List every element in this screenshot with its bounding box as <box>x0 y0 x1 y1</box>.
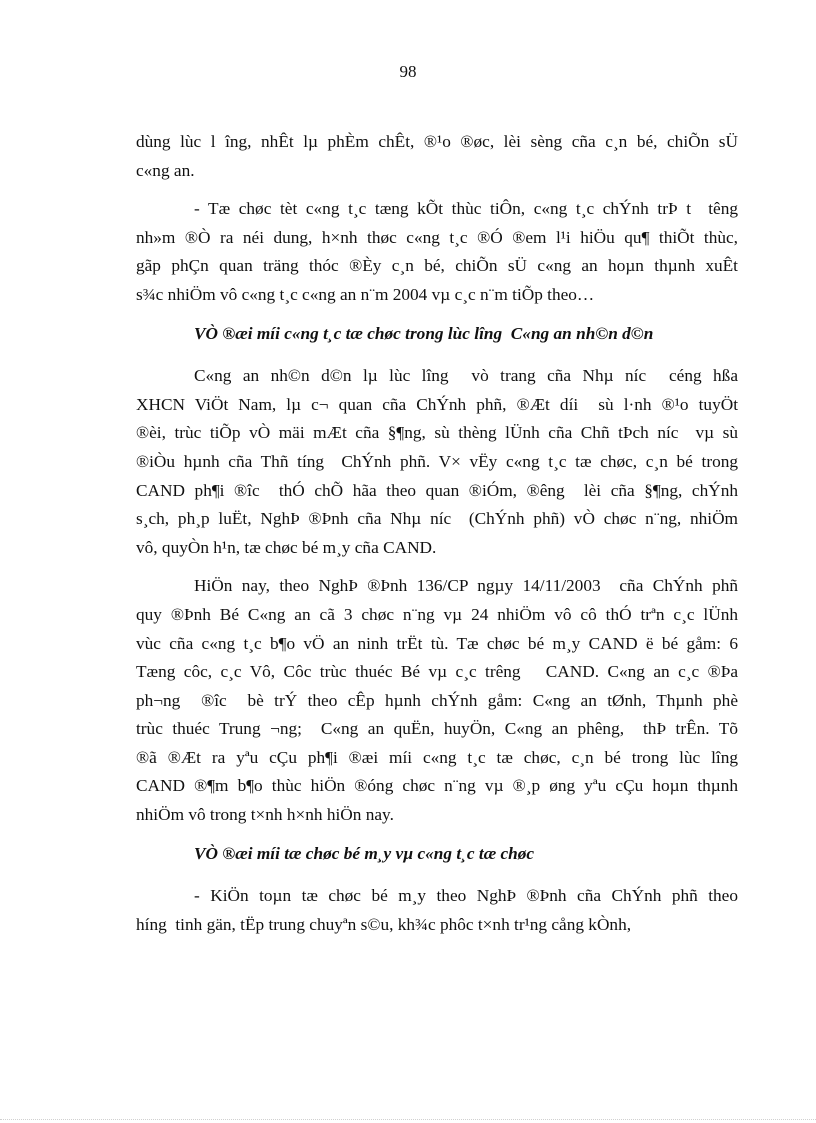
document-body <box>136 128 738 949</box>
text-line: CAND ®¶m b¶o thùc hiÖn ®óng chøc n¨ng vµ ®¸p øng yªu cÇu hoµn thµnh <box>136 776 738 796</box>
text-line: - Tæ chøc tèt c«ng t¸c tæng kÕt thùc tiÔn, c«ng t¸c chÝnh trÞ t têng <box>194 199 738 219</box>
paragraph <box>136 882 738 939</box>
text-line: s¾c nhiÖm vô c«ng t¸c c«ng an n¨m 2004 vµ c¸c n¨m tiÕp theo… <box>136 284 595 304</box>
paragraph <box>136 195 738 309</box>
text-line: Tæng côc, c¸c Vô, Côc trùc thuéc Bé vµ c¸c trêng CAND. C«ng an c¸c ®Þa <box>136 662 738 682</box>
text-line: C«ng an nh©n d©n lµ lùc lîng vò trang cña Nhµ níc céng hßa <box>194 366 738 386</box>
text-line: nhiÖm vô trong t×nh h×nh hiÖn nay. <box>136 805 394 825</box>
text-line: vô, quyÒn h¹n, tæ chøc bé m¸y cña CAND. <box>136 537 437 557</box>
section-heading: VÒ ®æi míi tæ chøc bé m¸y vµ c«ng t¸c tæ chøc <box>194 843 535 863</box>
text-line: gãp phÇn quan träng thóc ®Èy c¸n bé, chiÕn sÜ c«ng an hoµn thµnh xuÊt <box>136 256 738 276</box>
text-line: trùc thuéc Trung ¬ng; C«ng an quËn, huyÖn, C«ng an phêng, thÞ trÊn. Tõ <box>136 719 738 739</box>
text-line: híng tinh gän, tËp trung chuyªn s©u, kh¾c phôc t×nh tr¹ng cång kÒnh, <box>136 914 632 934</box>
text-line: - KiÖn toµn tæ chøc bé m¸y theo NghÞ ®Þnh cña ChÝnh phñ theo <box>194 886 738 906</box>
text-line: vùc cña c«ng t¸c b¶o vÖ an ninh trËt tù. Tæ chøc bé m¸y CAND ë bé gåm: 6 <box>136 633 738 653</box>
text-line: quy ®Þnh Bé C«ng an cã 3 chøc n¨ng vµ 24 nhiÖm vô cô thÓ trªn c¸c lÜnh <box>136 604 738 624</box>
page-number: 98 <box>399 62 417 81</box>
text-line: c«ng an. <box>136 160 195 180</box>
text-line: nh»m ®Ò ra néi dung, h×nh thøc c«ng t¸c ®Ó ®em l¹i hiÖu qu¶ thiÕt thùc, <box>136 227 738 247</box>
text-line: ph¬ng ®îc bè trÝ theo cÊp hµnh chÝnh gåm: C«ng an tØnh, Thµnh phè <box>136 690 738 710</box>
section-heading: VÒ ®æi míi c«ng t¸c tæ chøc trong lùc lîng C«ng an nh©n d©n <box>194 323 654 343</box>
page-bottom-divider <box>0 1119 816 1120</box>
text-line: ®iÒu hµnh cña Thñ tíng ChÝnh phñ. V× vËy c«ng t¸c tæ chøc, c¸n bé trong <box>136 451 738 471</box>
text-line: ®èi, trùc tiÕp vÒ mäi mÆt cña §¶ng, sù thèng lÜnh cña Chñ tÞch níc vµ sù <box>136 423 738 443</box>
paragraph <box>136 362 738 562</box>
paragraph <box>136 572 738 829</box>
text-line: CAND ph¶i ®îc thÓ chÕ hãa theo quan ®iÓm, ®êng lèi cña §¶ng, chÝnh <box>136 480 738 500</box>
text-line: HiÖn nay, theo NghÞ ®Þnh 136/CP ngµy 14/11/2003 cña ChÝnh phñ <box>194 576 738 596</box>
text-line: dùng lùc l îng, nhÊt lµ phÈm chÊt, ®¹o ®øc, lèi sèng cña c¸n bé, chiÕn sÜ <box>136 132 738 151</box>
text-line: s¸ch, ph¸p luËt, NghÞ ®Þnh cña Nhµ níc (ChÝnh phñ) vÒ chøc n¨ng, nhiÖm <box>136 509 738 529</box>
paragraph <box>136 128 738 185</box>
text-line: ®ã ®Æt ra yªu cÇu ph¶i ®æi míi c«ng t¸c tæ chøc, c¸n bé trong lùc lîng <box>136 747 738 767</box>
text-line: XHCN ViÖt Nam, lµ c¬ quan cña ChÝnh phñ, ®Æt díi sù l·nh ®¹o tuyÖt <box>136 394 738 414</box>
